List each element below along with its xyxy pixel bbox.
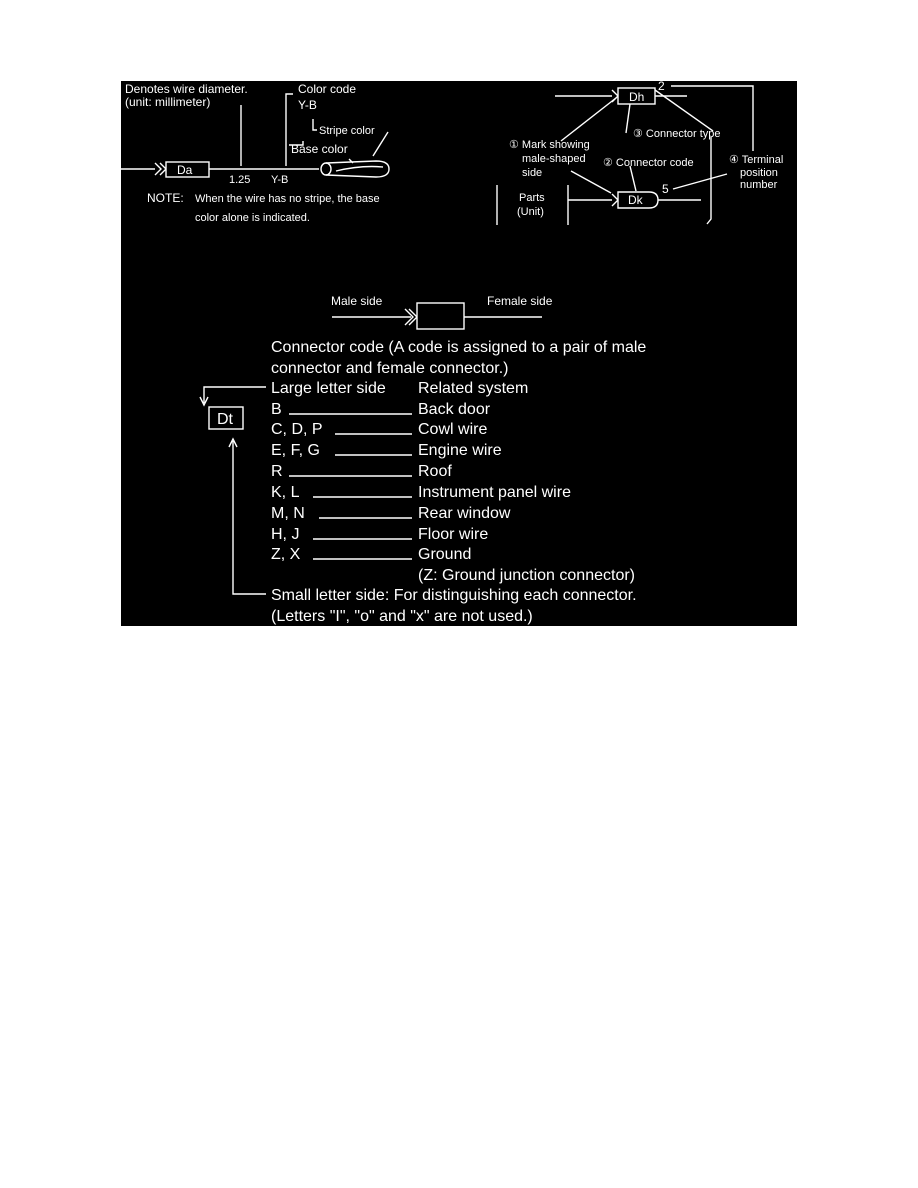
stripe-color-label: Stripe color	[319, 125, 375, 137]
legend-code: M, N	[271, 505, 305, 522]
parts-line-2: (Unit)	[517, 206, 544, 218]
female-side-label: Female side	[487, 294, 553, 308]
side-connector-box	[417, 303, 464, 329]
diameter-label: Denotes wire diameter.	[125, 82, 248, 96]
connector-da-label: Da	[177, 163, 193, 177]
mark-line-1: ① Mark showing	[509, 139, 590, 151]
color-code-value: Y-B	[298, 98, 317, 112]
wiring-legend-diagram	[121, 81, 797, 626]
diagram-canvas	[121, 81, 797, 626]
parts-line-1: Parts	[519, 192, 545, 204]
legend-system: Instrument panel wire	[418, 484, 571, 501]
legend-system: Roof	[418, 463, 452, 480]
diameter-value: 1.25	[229, 174, 251, 186]
legend-row-engine-wire	[271, 442, 502, 459]
legend-row-ground	[271, 546, 471, 563]
ground-note: (Z: Ground junction connector)	[418, 567, 635, 584]
legend-rows	[271, 401, 571, 563]
wire-end-cap	[321, 163, 331, 175]
stripe-color-bracket	[313, 119, 317, 130]
connector-code-label: ② Connector code	[603, 157, 694, 169]
letters-note: (Letters "I", "o" and "x" are not used.)	[271, 608, 533, 625]
legend-title-line-1: Connector code (A code is assigned to a pair of male	[271, 339, 647, 356]
legend-code: B	[271, 401, 282, 418]
mark-line-3: side	[522, 167, 543, 179]
mark-pointer-bottom	[571, 171, 611, 193]
connector-dk-label: Dk	[628, 193, 643, 207]
legend-code: H, J	[271, 526, 300, 543]
stripe-color-arrow	[373, 132, 388, 156]
legend-row-instrument-panel-wire	[271, 484, 571, 501]
legend-row-cowl-wire	[271, 421, 487, 438]
type-pointer	[626, 104, 630, 133]
terminal-line-1: ④ Terminal	[729, 154, 784, 166]
wire-cutaway	[326, 161, 389, 177]
note-label: NOTE:	[147, 191, 184, 205]
large-letter-side-label: Large letter side	[271, 380, 386, 397]
wire-color-value: Y-B	[271, 174, 289, 186]
mark-line-2: male-shaped	[522, 153, 586, 165]
male-side-label: Male side	[331, 294, 383, 308]
legend-row-back-door	[271, 401, 491, 418]
related-system-label: Related system	[418, 380, 529, 397]
type-bracket	[707, 137, 711, 224]
connector-type-label: ③ Connector type	[633, 128, 721, 140]
legend-title-line-2: connector and female connector.)	[271, 360, 509, 377]
legend-system: Cowl wire	[418, 421, 488, 438]
code-pointer	[630, 166, 636, 191]
male-mark-da	[155, 163, 161, 175]
legend-row-roof	[271, 463, 452, 480]
legend-system: Engine wire	[418, 442, 502, 459]
note-line-1: When the wire has no stripe, the base	[195, 193, 380, 205]
legend-code: R	[271, 463, 283, 480]
legend-code: C, D, P	[271, 421, 323, 438]
legend-row-rear-window	[271, 505, 511, 522]
legend-row-floor-wire	[271, 526, 488, 543]
unit-label: (unit: millimeter)	[125, 95, 211, 109]
connector-dh-label: Dh	[629, 90, 645, 104]
small-letter-side-label: Small letter side: For distinguishing each connector.	[271, 587, 637, 604]
terminal-line-2: position	[740, 167, 778, 179]
note-line-2: color alone is indicated.	[195, 212, 310, 224]
large-letter-pointer	[204, 387, 266, 403]
legend-system: Ground	[418, 546, 472, 563]
terminal-number: 5	[662, 182, 669, 196]
legend-code: Z, X	[271, 546, 301, 563]
terminal-pointer	[673, 174, 727, 189]
legend-code: E, F, G	[271, 442, 320, 459]
small-letter-pointer	[233, 441, 266, 594]
base-color-label: Base color	[291, 142, 348, 156]
legend-system: Floor wire	[418, 526, 489, 543]
example-connector-label: Dt	[217, 411, 233, 428]
wire-stripe	[336, 167, 383, 172]
legend-system: Back door	[418, 401, 491, 418]
legend-system: Rear window	[418, 505, 511, 522]
mark-pointer-top	[561, 98, 616, 141]
male-mark-dk	[612, 194, 618, 206]
legend-code: K, L	[271, 484, 300, 501]
top-number: 2	[658, 81, 665, 93]
terminal-line-3: number	[740, 179, 778, 191]
color-code-label: Color code	[298, 82, 357, 96]
